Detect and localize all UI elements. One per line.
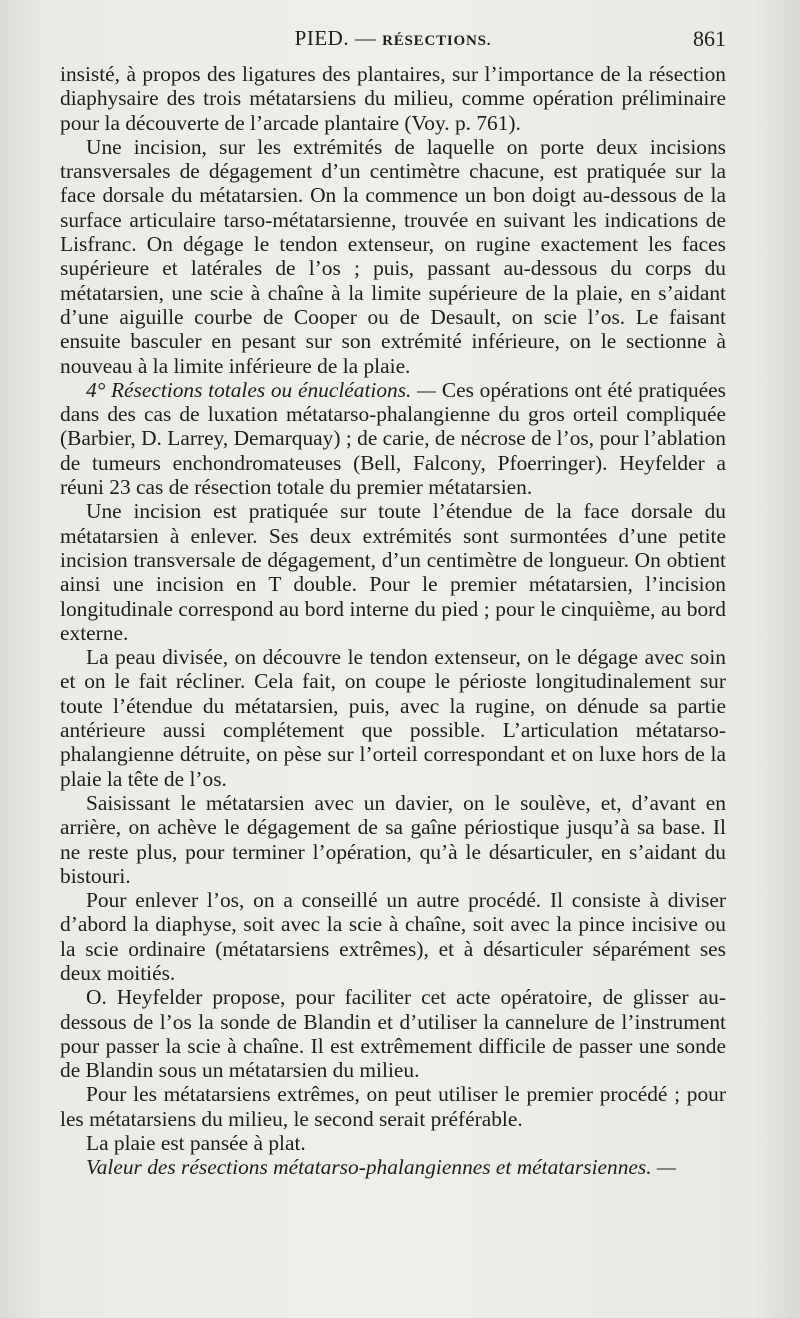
paragraph-text: Une incision est pratiquée sur toute l’étendue de la face dorsale du métatarsien à enlever. Ses deux extrémités sont surmontées d’une petite incision transversale de dégagement, d’un centimètre de longueur. On obtient ainsi une incision en T double. Pour le premier métatarsien, l’incision longitudinale correspond au bord interne du pied ; pour le cinquième, au bord externe. [60,499,726,645]
paragraph-5 [60,645,726,791]
paragraph-text: Ces opérations ont été pratiquées dans des cas de luxation métatarso-phalangienne du gros orteil compliquée (Barbier, D. Larrey, Demarquay) ; de carie, de nécrose de l’os, pour l’ablation de tumeurs enchondromateuses (Bell, Falcony, Pfoerringer). Heyfelder a réuni 23 cas de résection totale du premier métatarsien. [60,377,726,500]
section-heading-resections-totales: 4° Résections totales ou énucléations. — [86,377,437,402]
paragraph-8 [60,985,726,1082]
page-number: 861 [693,26,726,51]
paragraph-11 [60,1155,726,1179]
paragraph-text: O. Heyfelder propose, pour faciliter cet acte opératoire, de glisser au-dessous de l’os la sonde de Blandin et d’utiliser la cannelure de l’instrument pour passer la scie à chaîne. Il est extrêmement difficile de passer une sonde de Blandin sous un métatarsien du milieu. [60,985,726,1083]
paragraph-text: La plaie est pansée à plat. [86,1131,306,1156]
paragraph-7 [60,888,726,985]
paragraph-3 [60,378,726,499]
body-text [60,62,726,1180]
paragraph-text: Saisissant le métatarsien avec un davier, on le soulève, et, d’avant en arrière, on achève le dégagement de sa gaîne périostique jusqu’à sa base. Il ne reste plus, pour terminer l’opération, qu’à le désarticuler, en s’aidant du bistouri. [60,790,726,888]
header-dash: — [354,26,377,50]
paragraph-9 [60,1082,726,1131]
paragraph-6 [60,791,726,888]
page-header [60,20,726,56]
header-section: RÉSECTIONS. [382,33,492,49]
paragraph-4 [60,499,726,645]
section-heading-valeur: Valeur des résections métatarso-phalangiennes et métatarsiennes. — [86,1155,676,1180]
paragraph-text: Pour les métatarsiens extrêmes, on peut utiliser le premier procédé ; pour les métatarsiens du milieu, le second serait préférable. [60,1082,726,1131]
paragraph-10 [60,1131,726,1155]
header-title: PIED. [294,26,350,50]
running-head [60,26,726,51]
paragraph-text: La peau divisée, on découvre le tendon extenseur, on le dégage avec soin et on le fait récliner. Cela fait, on coupe le périoste longitudinalement sur toute l’étendue du métatarsien, puis, avec la rugine, on dénude sa partie antérieure aussi complétement que possible. L’articulation métatarso-phalangienne détruite, on pèse sur l’orteil correspondant et on luxe hors de la plaie la tête de l’os. [60,645,726,791]
paragraph-text: insisté, à propos des ligatures des plantaires, sur l’importance de la résection diaphysaire des trois métatarsiens du milieu, comme opération préliminaire pour la découverte de l’arcade plantaire (Voy. p. 761). [60,62,726,135]
paragraph-1 [60,62,726,135]
paragraph-text: Pour enlever l’os, on a conseillé un autre procédé. Il consiste à diviser d’abord la diaphyse, soit avec la scie à chaîne, soit avec la pince incisive ou la scie ordinaire (métatarsiens extrêmes), et à désarticuler séparément ses deux moitiés. [60,888,726,985]
paragraph-text: Une incision, sur les extrémités de laquelle on porte deux incisions transversales de dégagement d’un centimètre chacune, est pratiquée sur la face dorsale du métatarsien. On la commence un bon doigt au-dessous de la surface articulaire tarso-métatarsienne, trouvée en suivant les indications de Lisfranc. On dégage le tendon extenseur, on rugine exactement les faces supérieure et latérales de l’os ; puis, passant au-dessous du corps du métatarsien, une scie à chaîne à la limite supérieure de la plaie, en s’aidant d’une aiguille courbe de Cooper ou de Desault, on scie l’os. Le faisant ensuite basculer en pesant sur son extrémité inférieure, on le sectionne à nouveau à la limite inférieure de la plaie. [60,134,726,378]
paragraph-2 [60,135,726,378]
